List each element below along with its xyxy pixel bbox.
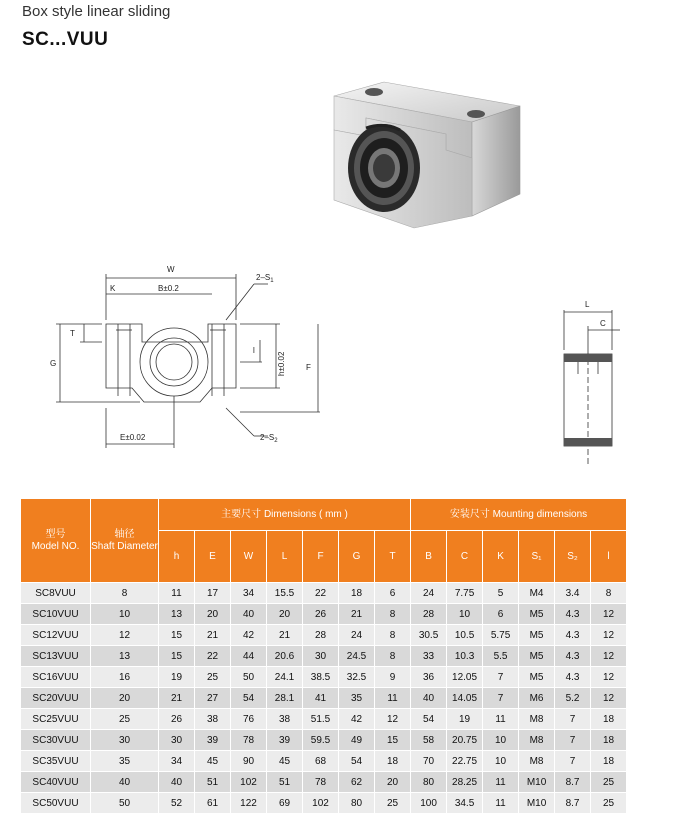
value-cell: 90 — [231, 751, 267, 772]
shaft-header-cn: 轴径 — [114, 528, 135, 540]
value-cell: 52 — [159, 793, 195, 814]
value-cell: 26 — [303, 604, 339, 625]
value-cell: 25 — [195, 667, 231, 688]
value-cell: 38 — [195, 709, 231, 730]
table-row — [21, 793, 627, 814]
value-cell: 16 — [91, 667, 159, 688]
column-header: T — [375, 531, 411, 583]
value-cell: 50 — [91, 793, 159, 814]
value-cell: 26 — [159, 709, 195, 730]
spec-table — [20, 498, 627, 814]
value-cell: 18 — [375, 751, 411, 772]
value-cell: M5 — [519, 604, 555, 625]
value-cell: 7 — [555, 751, 591, 772]
value-cell: 8 — [91, 583, 159, 604]
value-cell: 35 — [339, 688, 375, 709]
value-cell: 18 — [591, 751, 627, 772]
model-cell: SC35VUU — [21, 751, 91, 772]
value-cell: 33 — [411, 646, 447, 667]
value-cell: 20 — [267, 604, 303, 625]
value-cell: 102 — [231, 772, 267, 793]
value-cell: 17 — [195, 583, 231, 604]
value-cell: 100 — [411, 793, 447, 814]
value-cell: M5 — [519, 667, 555, 688]
value-cell: 20.75 — [447, 730, 483, 751]
table-row — [21, 772, 627, 793]
value-cell: 42 — [339, 709, 375, 730]
value-cell: 5.75 — [483, 625, 519, 646]
value-cell: 54 — [411, 709, 447, 730]
value-cell: 11 — [483, 793, 519, 814]
value-cell: 45 — [195, 751, 231, 772]
label-w: W — [167, 265, 175, 274]
value-cell: 15 — [375, 730, 411, 751]
table-row — [21, 604, 627, 625]
value-cell: 69 — [267, 793, 303, 814]
value-cell: 21 — [159, 688, 195, 709]
label-l: l — [253, 346, 255, 355]
value-cell: 51 — [195, 772, 231, 793]
model-cell: SC12VUU — [21, 625, 91, 646]
value-cell: 13 — [91, 646, 159, 667]
value-cell: 20.6 — [267, 646, 303, 667]
value-cell: 4.3 — [555, 625, 591, 646]
value-cell: 28 — [303, 625, 339, 646]
label-s1: $2-S_1$ — [256, 273, 274, 284]
value-cell: 7 — [555, 730, 591, 751]
value-cell: 80 — [411, 772, 447, 793]
value-cell: 40 — [159, 772, 195, 793]
value-cell: 8 — [591, 583, 627, 604]
value-cell: 10 — [483, 751, 519, 772]
label-e: E±0.02 — [120, 433, 146, 442]
value-cell: 13 — [159, 604, 195, 625]
column-header: C — [447, 531, 483, 583]
value-cell: 39 — [195, 730, 231, 751]
value-cell: 70 — [411, 751, 447, 772]
label-side-c: C — [600, 319, 606, 328]
page-title: Box style linear sliding — [22, 3, 171, 20]
value-cell: 28.1 — [267, 688, 303, 709]
value-cell: 122 — [231, 793, 267, 814]
table-row — [21, 751, 627, 772]
value-cell: 15.5 — [267, 583, 303, 604]
value-cell: 8.7 — [555, 793, 591, 814]
value-cell: 10 — [91, 604, 159, 625]
value-cell: M10 — [519, 772, 555, 793]
model-cell: SC50VUU — [21, 793, 91, 814]
model-cell: SC25VUU — [21, 709, 91, 730]
value-cell: 14.05 — [447, 688, 483, 709]
value-cell: 7 — [483, 667, 519, 688]
value-cell: 21 — [195, 625, 231, 646]
value-cell: 44 — [231, 646, 267, 667]
value-cell: 15 — [159, 625, 195, 646]
column-header: l — [591, 531, 627, 583]
value-cell: M10 — [519, 793, 555, 814]
model-header-cn: 型号 — [45, 528, 66, 540]
value-cell: 8.7 — [555, 772, 591, 793]
value-cell: 25 — [591, 772, 627, 793]
value-cell: 22.75 — [447, 751, 483, 772]
value-cell: 30 — [303, 646, 339, 667]
value-cell: 62 — [339, 772, 375, 793]
value-cell: 19 — [159, 667, 195, 688]
value-cell: 54 — [231, 688, 267, 709]
value-cell: 20 — [375, 772, 411, 793]
value-cell: 58 — [411, 730, 447, 751]
label-side-l: L — [585, 300, 590, 309]
model-cell: SC8VUU — [21, 583, 91, 604]
value-cell: 102 — [303, 793, 339, 814]
value-cell: 42 — [231, 625, 267, 646]
value-cell: 6 — [375, 583, 411, 604]
value-cell: 28 — [411, 604, 447, 625]
value-cell: 10 — [447, 604, 483, 625]
value-cell: 32.5 — [339, 667, 375, 688]
value-cell: 7 — [555, 709, 591, 730]
table-row — [21, 646, 627, 667]
column-header: S₂ — [555, 531, 591, 583]
value-cell: 54 — [339, 751, 375, 772]
value-cell: 22 — [195, 646, 231, 667]
value-cell: 18 — [591, 730, 627, 751]
value-cell: 4.3 — [555, 646, 591, 667]
column-header: S₁ — [519, 531, 555, 583]
value-cell: 61 — [195, 793, 231, 814]
label-t: T — [70, 329, 75, 338]
value-cell: 24 — [411, 583, 447, 604]
value-cell: 4.3 — [555, 604, 591, 625]
shaft-header-en: Shaft Diameter — [91, 540, 158, 552]
value-cell: 50 — [231, 667, 267, 688]
value-cell: 5.2 — [555, 688, 591, 709]
value-cell: 78 — [303, 772, 339, 793]
value-cell: 35 — [91, 751, 159, 772]
value-cell: 5 — [483, 583, 519, 604]
value-cell: 18 — [591, 709, 627, 730]
value-cell: 49 — [339, 730, 375, 751]
value-cell: 5.5 — [483, 646, 519, 667]
value-cell: 12 — [591, 604, 627, 625]
value-cell: 12 — [591, 688, 627, 709]
value-cell: 24.1 — [267, 667, 303, 688]
value-cell: 78 — [231, 730, 267, 751]
value-cell: 20 — [91, 688, 159, 709]
front-view-drawing — [40, 258, 340, 458]
value-cell: 21 — [267, 625, 303, 646]
label-f: F — [306, 363, 311, 372]
value-cell: 24.5 — [339, 646, 375, 667]
value-cell: 7.75 — [447, 583, 483, 604]
value-cell: 19 — [447, 709, 483, 730]
value-cell: 25 — [591, 793, 627, 814]
value-cell: 34.5 — [447, 793, 483, 814]
value-cell: M4 — [519, 583, 555, 604]
label-s2: $2-S_2$ — [260, 433, 278, 444]
value-cell: 51 — [267, 772, 303, 793]
value-cell: 24 — [339, 625, 375, 646]
table-row — [21, 625, 627, 646]
value-cell: 11 — [483, 772, 519, 793]
value-cell: 10 — [483, 730, 519, 751]
value-cell: 51.5 — [303, 709, 339, 730]
model-cell: SC16VUU — [21, 667, 91, 688]
value-cell: 45 — [267, 751, 303, 772]
value-cell: 30.5 — [411, 625, 447, 646]
label-g: G — [50, 359, 57, 368]
value-cell: 11 — [375, 688, 411, 709]
column-header: h — [159, 531, 195, 583]
value-cell: M8 — [519, 730, 555, 751]
column-header: B — [411, 531, 447, 583]
value-cell: 12 — [91, 625, 159, 646]
value-cell: 39 — [267, 730, 303, 751]
column-header: L — [267, 531, 303, 583]
value-cell: 18 — [339, 583, 375, 604]
column-header: F — [303, 531, 339, 583]
product-photo — [326, 78, 526, 238]
value-cell: 25 — [375, 793, 411, 814]
value-cell: 12 — [591, 646, 627, 667]
value-cell: 80 — [339, 793, 375, 814]
label-h: h±0.02 — [277, 351, 286, 376]
value-cell: 25 — [91, 709, 159, 730]
value-cell: 8 — [375, 625, 411, 646]
value-cell: 34 — [159, 751, 195, 772]
model-header-en: Model NO. — [31, 540, 80, 552]
value-cell: M6 — [519, 688, 555, 709]
value-cell: 27 — [195, 688, 231, 709]
label-k: K — [110, 284, 116, 293]
value-cell: 36 — [411, 667, 447, 688]
value-cell: 4.3 — [555, 667, 591, 688]
table-row — [21, 730, 627, 751]
model-cell: SC13VUU — [21, 646, 91, 667]
value-cell: 6 — [483, 604, 519, 625]
value-cell: M5 — [519, 625, 555, 646]
value-cell: 8 — [375, 646, 411, 667]
model-cell: SC30VUU — [21, 730, 91, 751]
value-cell: 34 — [231, 583, 267, 604]
model-cell: SC20VUU — [21, 688, 91, 709]
value-cell: 40 — [91, 772, 159, 793]
value-cell: 40 — [411, 688, 447, 709]
value-cell: 3.4 — [555, 583, 591, 604]
column-header: K — [483, 531, 519, 583]
value-cell: 12.05 — [447, 667, 483, 688]
value-cell: 30 — [159, 730, 195, 751]
value-cell: 22 — [303, 583, 339, 604]
table-row — [21, 667, 627, 688]
column-header: G — [339, 531, 375, 583]
value-cell: M5 — [519, 646, 555, 667]
value-cell: 7 — [483, 688, 519, 709]
dimensions-group-header: 主要尺寸 Dimensions ( mm ) — [159, 499, 411, 531]
value-cell: 10.5 — [447, 625, 483, 646]
table-row — [21, 709, 627, 730]
label-b: B±0.2 — [158, 284, 179, 293]
model-cell: SC10VUU — [21, 604, 91, 625]
value-cell: 20 — [195, 604, 231, 625]
value-cell: 68 — [303, 751, 339, 772]
value-cell: 11 — [159, 583, 195, 604]
table-row — [21, 583, 627, 604]
value-cell: 9 — [375, 667, 411, 688]
value-cell: 11 — [483, 709, 519, 730]
value-cell: 28.25 — [447, 772, 483, 793]
value-cell: M8 — [519, 709, 555, 730]
value-cell: 40 — [231, 604, 267, 625]
column-header: E — [195, 531, 231, 583]
value-cell: M8 — [519, 751, 555, 772]
value-cell: 76 — [231, 709, 267, 730]
value-cell: 30 — [91, 730, 159, 751]
column-header: W — [231, 531, 267, 583]
value-cell: 15 — [159, 646, 195, 667]
value-cell: 21 — [339, 604, 375, 625]
model-series: SC...VUU — [22, 29, 109, 50]
value-cell: 12 — [591, 625, 627, 646]
value-cell: 10.3 — [447, 646, 483, 667]
model-header — [21, 499, 91, 583]
value-cell: 41 — [303, 688, 339, 709]
table-row — [21, 688, 627, 709]
value-cell: 59.5 — [303, 730, 339, 751]
mounting-group-header: 安装尺寸 Mounting dimensions — [411, 499, 627, 531]
value-cell: 12 — [375, 709, 411, 730]
model-cell: SC40VUU — [21, 772, 91, 793]
value-cell: 8 — [375, 604, 411, 625]
side-view-drawing — [548, 290, 628, 470]
value-cell: 38 — [267, 709, 303, 730]
shaft-header — [91, 499, 159, 583]
value-cell: 12 — [591, 667, 627, 688]
value-cell: 38.5 — [303, 667, 339, 688]
